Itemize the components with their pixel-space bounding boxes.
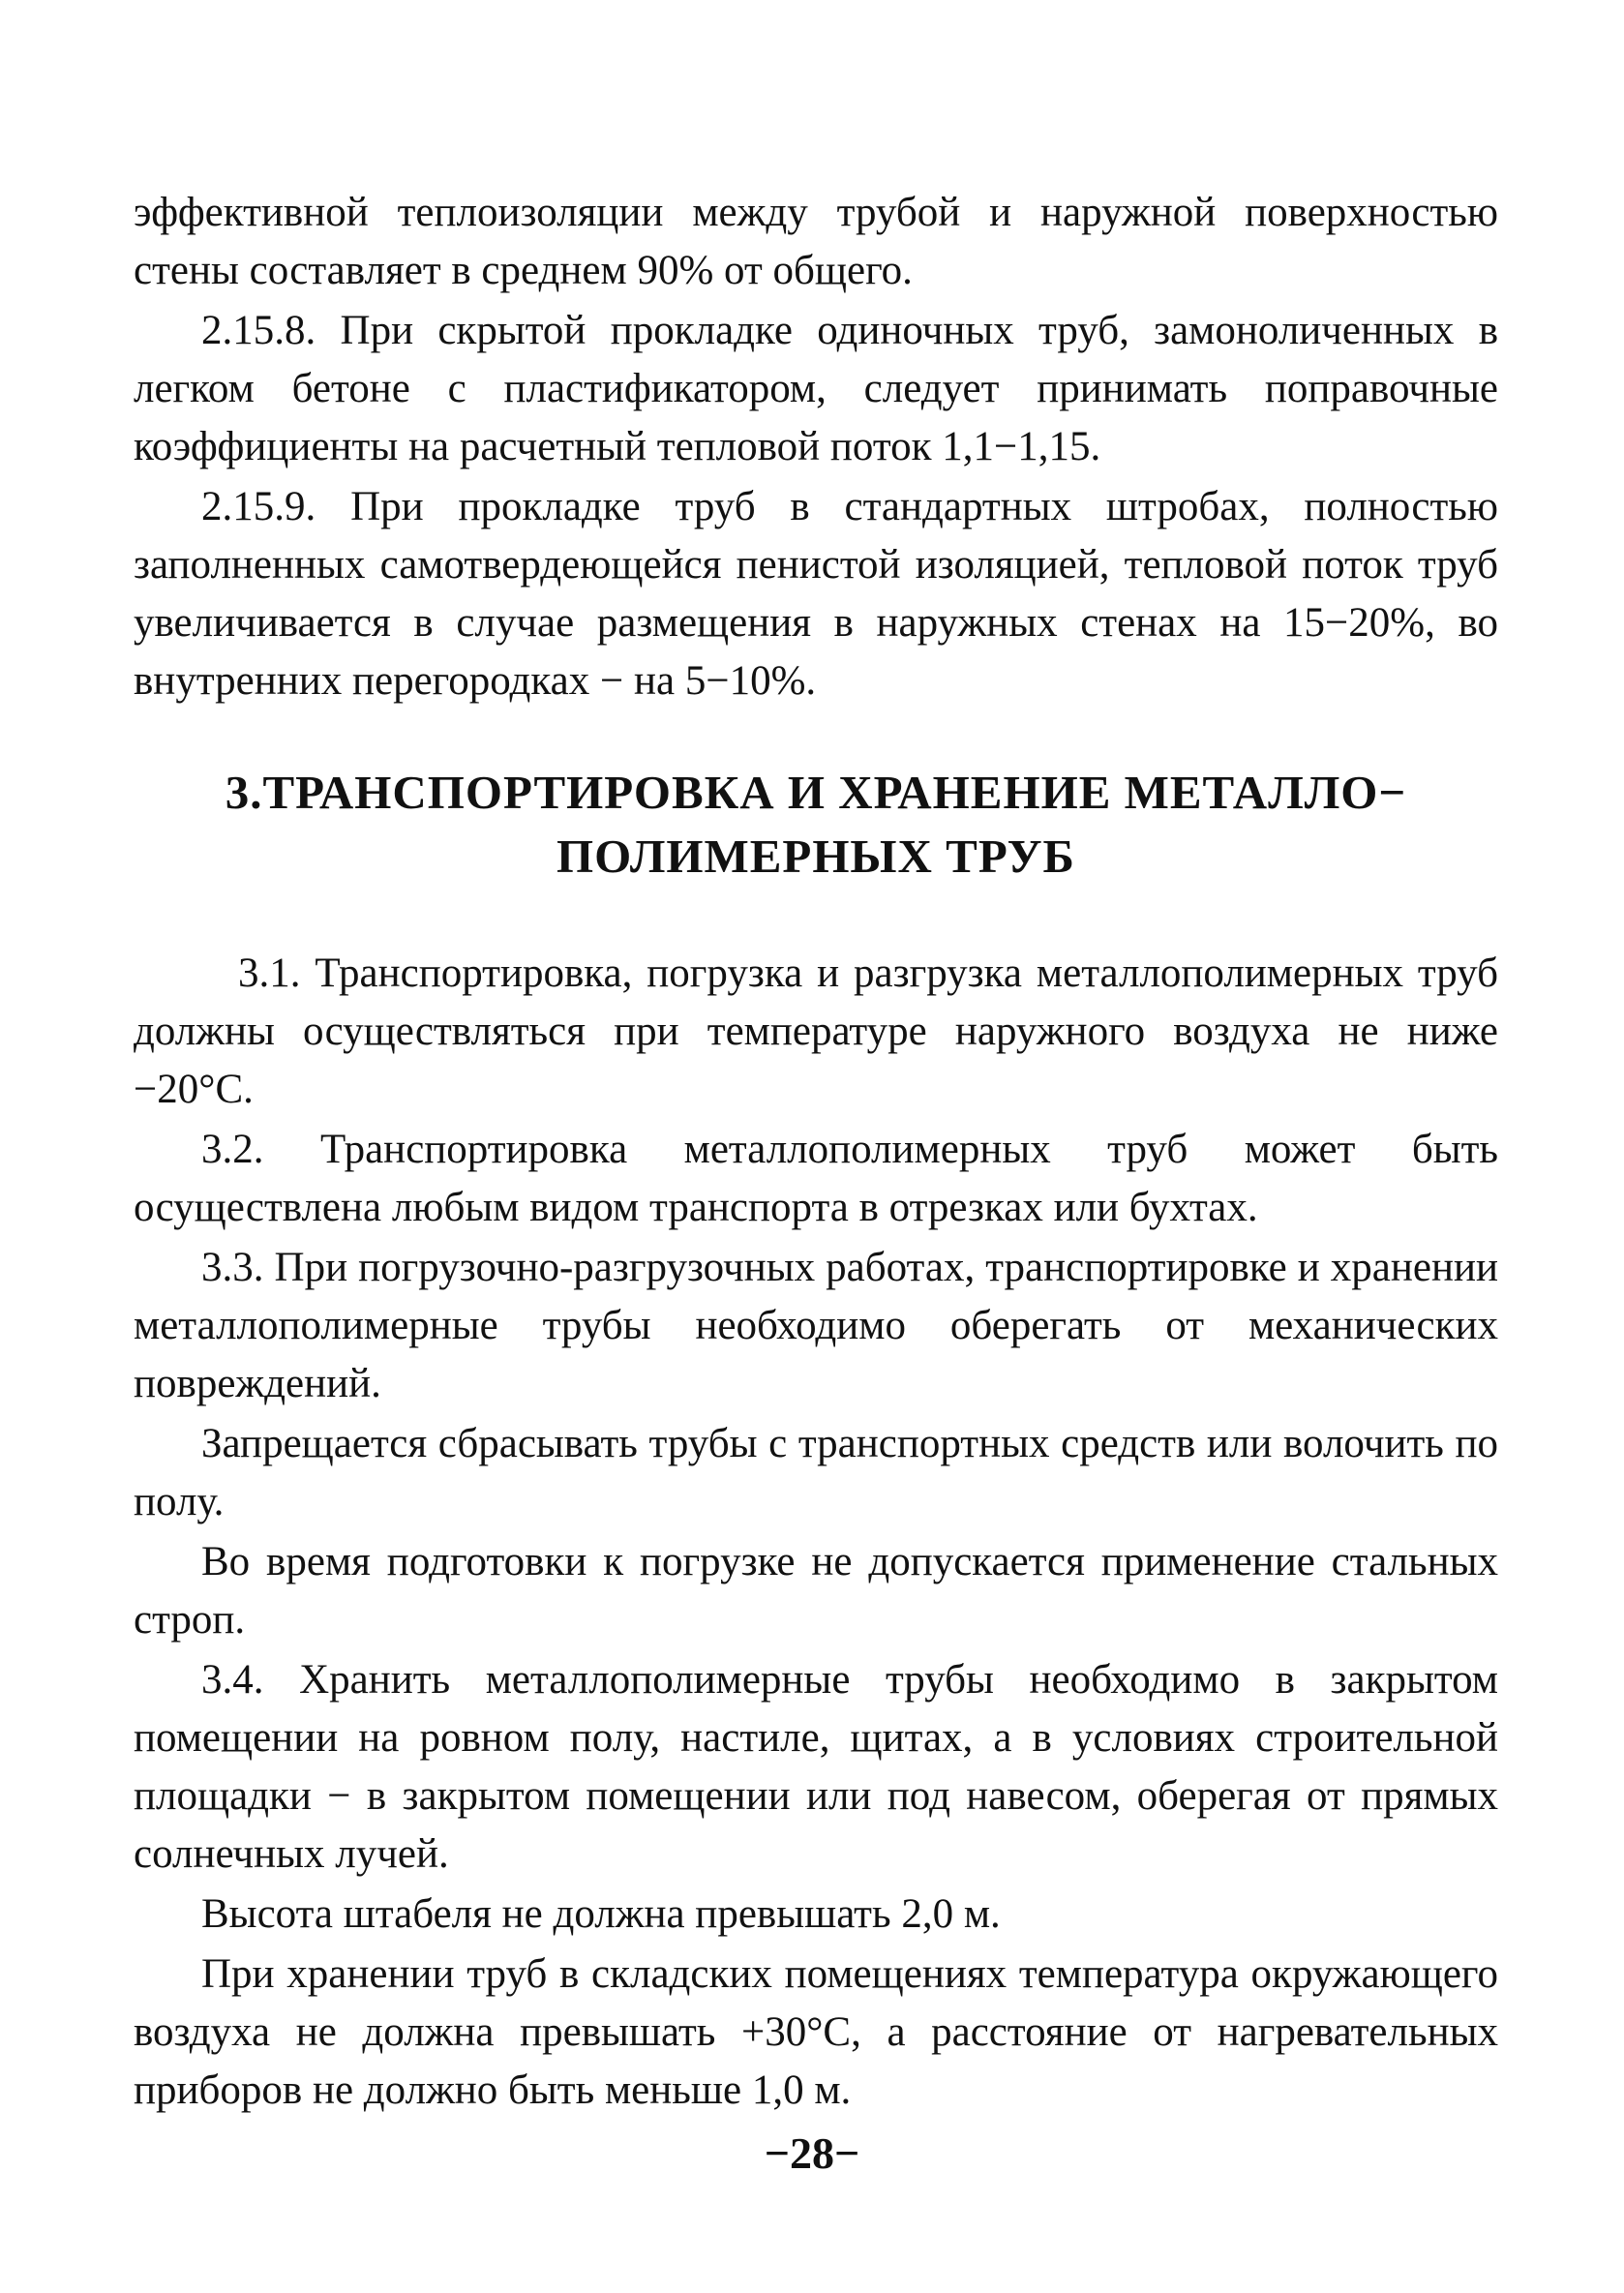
paragraph-3-2: 3.2. Транспортировка металлополимерных труб может быть осуществлена любым видом транспорта в отрезках или бухтах. — [134, 1127, 1498, 1230]
page-number: −28− — [764, 2128, 860, 2178]
paragraph-2-15-8: 2.15.8. При скрытой прокладке одиночных труб, замоноличенных в легком бетоне с пластификатором, следует принимать поправочные коэффициенты на расчетный тепловой поток 1,1−1,15. — [134, 308, 1498, 469]
paragraph-3-4: 3.4. Хранить металлополимерные трубы необходимо в закрытом помещении на ровном полу, настиле, щитах, а в условиях строительной площадки − в закрытом помещении или под навесом, оберегая от прямых солнечных лучей. — [134, 1657, 1498, 1877]
section-heading-line-1: 3.ТРАНСПОРТИРОВКА И ХРАНЕНИЕ МЕТАЛЛО− — [225, 766, 1407, 819]
paragraph-stack-height: Высота штабеля не должна превышать 2,0 м. — [201, 1891, 1001, 1937]
paragraph-storage-temperature: При хранении труб в складских помещениях температура окружающего воздуха не должна превышать +30°С, а расстояние от нагревательных приборов не должно быть меньше 1,0 м. — [134, 1951, 1498, 2113]
section-heading-line-2: ПОЛИМЕРНЫХ ТРУБ — [556, 830, 1075, 883]
section-heading — [134, 761, 1498, 889]
paragraph-2-15-9: 2.15.9. При прокладке труб в стандартных штробах, полностью заполненных самотвердеющейся пенистой изоляцией, тепловой поток труб увеличивается в случае размещения в наружных стенах на 15−20%, во внутренних перегородках − на 5−10%. — [134, 484, 1498, 704]
paragraph-3-1: 3.1. Транспортировка, погрузка и разгрузка металлополимерных труб должны осуществляться при температуре наружного воздуха не ниже −20°С. — [134, 950, 1498, 1112]
paragraph-continuation: эффективной теплоизоляции между трубой и наружной поверхностью стены составляет в среднем 90% от общего. — [134, 190, 1498, 293]
paragraph-3-3: 3.3. При погрузочно-разгрузочных работах, транспортировке и хранении металлополимерные трубы необходимо оберегать от механических повреждений. — [134, 1245, 1498, 1406]
paragraph-loading-preparation: Во время подготовки к погрузке не допускается применение стальных строп. — [134, 1539, 1498, 1643]
document-page — [134, 184, 1498, 2122]
paragraph-prohibition: Запрещается сбрасывать трубы с транспортных средств или волочить по полу. — [134, 1421, 1498, 1524]
